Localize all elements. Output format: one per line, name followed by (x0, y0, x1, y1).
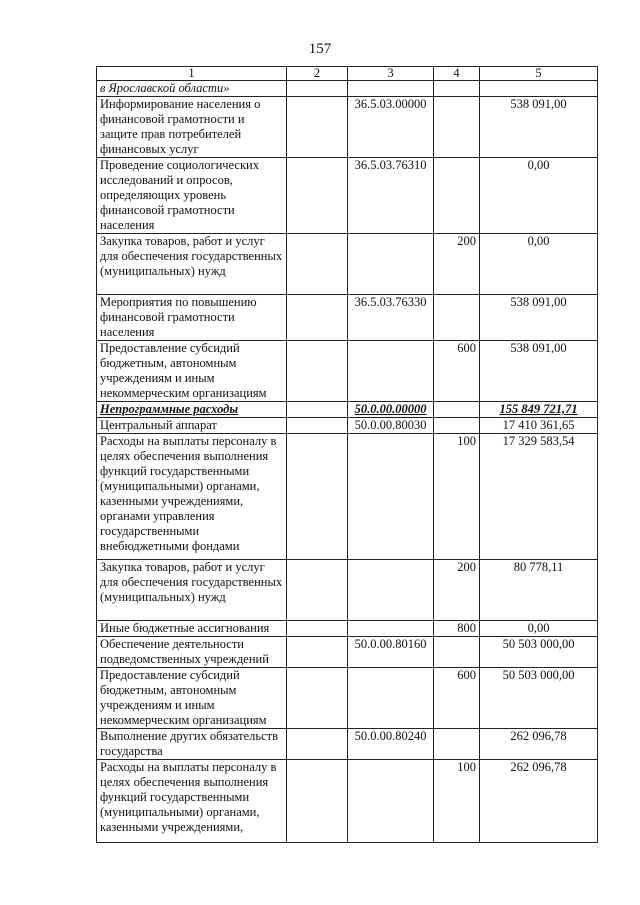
row-name-cell: Расходы на выплаты персоналу в целях обеспечения выполнения функций государственными (муниципальными) органами, казенными учреждениями, (97, 760, 287, 843)
header-col-2: 2 (287, 67, 348, 81)
row-type-cell: 800 (434, 621, 480, 637)
row-type-cell (434, 402, 480, 418)
row-name-cell: Расходы на выплаты персоналу в целях обеспечения выполнения функций государственными (муниципальными) органами, казенными учреждениями, органами управления государственными внебюджетными фондами (97, 434, 287, 560)
table-row (97, 418, 598, 434)
row-code-cell (348, 760, 434, 843)
row-code-cell (348, 234, 434, 295)
row-type-cell (434, 637, 480, 668)
row-name-cell: Предоставление субсидий бюджетным, автономным учреждениям и иным некоммерческим организациям (97, 341, 287, 402)
row-col2-cell (287, 158, 348, 234)
row-amount-cell: 17 410 361,65 (480, 418, 598, 434)
row-name-cell: Обеспечение деятельности подведомственных учреждений (97, 637, 287, 668)
row-col2-cell (287, 295, 348, 341)
table-row (97, 295, 598, 341)
row-code-cell: 36.5.03.76310 (348, 158, 434, 234)
row-amount-cell: 50 503 000,00 (480, 637, 598, 668)
row-type-cell (434, 295, 480, 341)
row-col2-cell (287, 621, 348, 637)
header-col-1: 1 (97, 67, 287, 81)
table-row (97, 621, 598, 637)
row-col2-cell (287, 402, 348, 418)
row-name-cell: Центральный аппарат (97, 418, 287, 434)
header-col-3: 3 (348, 67, 434, 81)
table-row (97, 81, 598, 97)
row-col2-cell (287, 341, 348, 402)
row-name-cell: Предоставление субсидий бюджетным, автономным учреждениям и иным некоммерческим организациям (97, 668, 287, 729)
table-row (97, 158, 598, 234)
table-row (97, 729, 598, 760)
header-col-4: 4 (434, 67, 480, 81)
budget-table (96, 66, 598, 843)
row-type-cell: 200 (434, 560, 480, 621)
row-col2-cell (287, 560, 348, 621)
row-code-cell (348, 668, 434, 729)
row-type-cell (434, 81, 480, 97)
row-col2-cell (287, 234, 348, 295)
row-name-cell: в Ярославской области» (97, 81, 287, 97)
row-type-cell (434, 418, 480, 434)
row-type-cell (434, 158, 480, 234)
row-type-cell: 200 (434, 234, 480, 295)
table-row (97, 637, 598, 668)
row-amount-cell: 0,00 (480, 158, 598, 234)
row-col2-cell (287, 97, 348, 158)
row-amount-cell: 538 091,00 (480, 295, 598, 341)
table-row (97, 234, 598, 295)
row-amount-cell: 262 096,78 (480, 729, 598, 760)
table-row (97, 341, 598, 402)
row-type-cell: 100 (434, 760, 480, 843)
row-col2-cell (287, 418, 348, 434)
table-row (97, 560, 598, 621)
table-row (97, 402, 598, 418)
row-col2-cell (287, 81, 348, 97)
row-amount-cell: 0,00 (480, 621, 598, 637)
row-code-cell: 50.0.00.80160 (348, 637, 434, 668)
row-name-cell: Выполнение других обязательств государства (97, 729, 287, 760)
row-name-cell: Мероприятия по повышению финансовой грамотности населения (97, 295, 287, 341)
row-amount-cell: 80 778,11 (480, 560, 598, 621)
row-amount-cell: 538 091,00 (480, 341, 598, 402)
table-header-row (97, 67, 598, 81)
row-type-cell (434, 97, 480, 158)
row-code-cell: 36.5.03.00000 (348, 97, 434, 158)
row-code-cell (348, 81, 434, 97)
header-col-5: 5 (480, 67, 598, 81)
row-amount-cell: 538 091,00 (480, 97, 598, 158)
row-amount-cell: 0,00 (480, 234, 598, 295)
row-name-cell: Информирование населения о финансовой грамотности и защите прав потребителей финансовых услуг (97, 97, 287, 158)
row-amount-cell: 155 849 721,71 (480, 402, 598, 418)
row-amount-cell: 17 329 583,54 (480, 434, 598, 560)
row-code-cell: 50.0.00.80240 (348, 729, 434, 760)
table-row (97, 97, 598, 158)
row-code-cell: 50.0.00.80030 (348, 418, 434, 434)
row-amount-cell: 50 503 000,00 (480, 668, 598, 729)
table-row (97, 434, 598, 560)
table-row (97, 668, 598, 729)
row-code-cell (348, 434, 434, 560)
row-col2-cell (287, 434, 348, 560)
page-number: 157 (308, 41, 332, 57)
row-col2-cell (287, 760, 348, 843)
row-code-cell: 50.0.00.00000 (348, 402, 434, 418)
row-name-cell: Непрограммные расходы (97, 402, 287, 418)
row-name-cell: Проведение социологических исследований и опросов, определяющих уровень финансовой грамотности населения (97, 158, 287, 234)
row-amount-cell (480, 81, 598, 97)
row-code-cell (348, 560, 434, 621)
row-amount-cell: 262 096,78 (480, 760, 598, 843)
row-code-cell (348, 621, 434, 637)
row-col2-cell (287, 729, 348, 760)
row-code-cell: 36.5.03.76330 (348, 295, 434, 341)
row-type-cell (434, 729, 480, 760)
row-type-cell: 600 (434, 341, 480, 402)
row-name-cell: Иные бюджетные ассигнования (97, 621, 287, 637)
row-code-cell (348, 341, 434, 402)
row-type-cell: 100 (434, 434, 480, 560)
table-row (97, 760, 598, 843)
row-name-cell: Закупка товаров, работ и услуг для обеспечения государственных (муниципальных) нужд (97, 560, 287, 621)
row-col2-cell (287, 637, 348, 668)
row-name-cell: Закупка товаров, работ и услуг для обеспечения государственных (муниципальных) нужд (97, 234, 287, 295)
row-col2-cell (287, 668, 348, 729)
row-type-cell: 600 (434, 668, 480, 729)
